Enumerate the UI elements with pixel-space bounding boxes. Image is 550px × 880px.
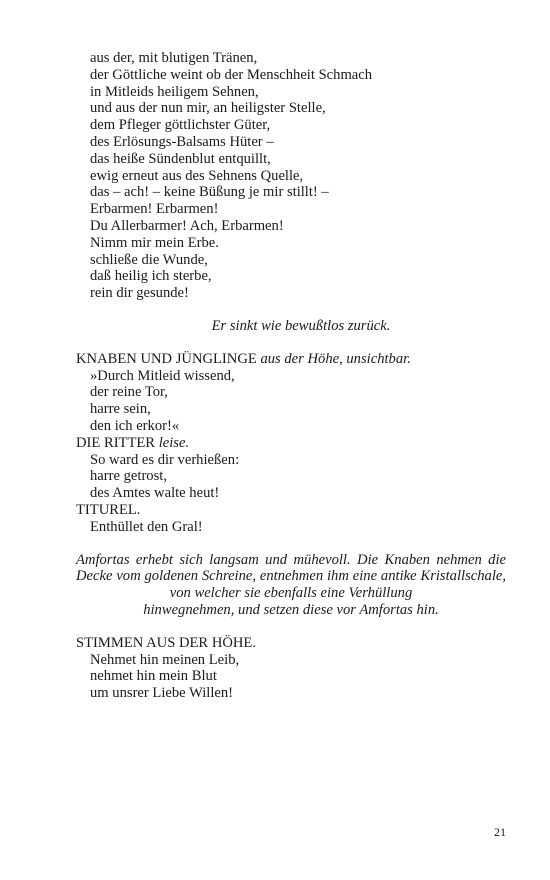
page-text [76, 50, 506, 702]
verse-line: rein dir gesunde! [90, 285, 189, 302]
verse-line: des Erlösungs-Balsams Hüter – [90, 133, 274, 150]
speaker-direction: leise. [158, 434, 190, 451]
stage-direction-paragraph [76, 552, 506, 619]
speaker-name: TITUREL. [76, 501, 141, 518]
verse-ritter [76, 452, 506, 502]
verse-stimmen [76, 652, 506, 702]
stage-line: Amfortas erhebt sich langsam und mühevoll. Die Knaben nehmen die [76, 551, 506, 568]
speaker-direction: aus der Höhe, unsichtbar. [260, 350, 411, 367]
page-number: 21 [494, 825, 506, 839]
verse-line: des Amtes walte heut! [90, 485, 220, 502]
verse-line: »Durch Mitleid wissend, [90, 367, 235, 384]
stage-line: hinwegnehmen, und setzen diese vor Amfortas hin. [143, 601, 439, 618]
verse-line: der Göttliche weint ob der Menschheit Schmach [90, 66, 373, 83]
verse-amfortas [76, 50, 506, 302]
verse-line: daß heilig ich sterbe, [90, 268, 212, 285]
verse-line: nehmet hin mein Blut [90, 668, 217, 685]
speaker-titurel [76, 502, 506, 519]
verse-line: das – ach! – keine Büßung je mir stillt! – [90, 184, 329, 201]
verse-line: dem Pfleger göttlichster Güter, [90, 117, 271, 134]
verse-line: das heiße Sündenblut entquillt, [90, 150, 271, 167]
verse-line: schließe die Wunde, [90, 251, 208, 268]
verse-line: Nehmet hin meinen Leib, [90, 651, 240, 668]
verse-knaben [76, 368, 506, 435]
verse-line: So ward es dir verhießen: [90, 451, 240, 468]
verse-line: Nimm mir mein Erbe. [90, 234, 219, 251]
verse-line: aus der, mit blutigen Tränen, [90, 50, 258, 66]
speaker-name: STIMMEN AUS DER HÖHE. [76, 634, 256, 651]
verse-line: ewig erneut aus des Sehnens Quelle, [90, 167, 304, 184]
speaker-knaben [76, 351, 506, 368]
verse-line: Erbarmen! Erbarmen! [90, 201, 219, 218]
speaker-name: DIE RITTER [76, 434, 156, 451]
verse-line: in Mitleids heiligem Sehnen, [90, 83, 259, 100]
verse-line: Enthüllet den Gral! [90, 518, 203, 535]
verse-line: um unsrer Liebe Willen! [90, 685, 234, 702]
verse-line: der reine Tor, [90, 384, 168, 401]
stage-line: von welcher sie ebenfalls eine Verhüllung [169, 585, 413, 602]
speaker-stimmen [76, 635, 506, 652]
stage-direction: Er sinkt wie bewußtlos zurück. [211, 317, 391, 334]
speaker-name: KNABEN UND JÜNGLINGE [76, 350, 257, 367]
verse-titurel [76, 519, 506, 536]
stage-line: Decke vom goldenen Schreine, entnehmen ihm eine antike Kristallschale, [76, 568, 506, 585]
verse-line: harre sein, [90, 401, 151, 418]
verse-line: harre getrost, [90, 468, 167, 485]
verse-line: Du Allerbarmer! Ach, Erbarmen! [90, 217, 284, 234]
verse-line: und aus der nun mir, an heiligster Stelle, [90, 100, 326, 117]
verse-line: den ich erkor!« [90, 417, 180, 434]
speaker-ritter [76, 435, 506, 452]
